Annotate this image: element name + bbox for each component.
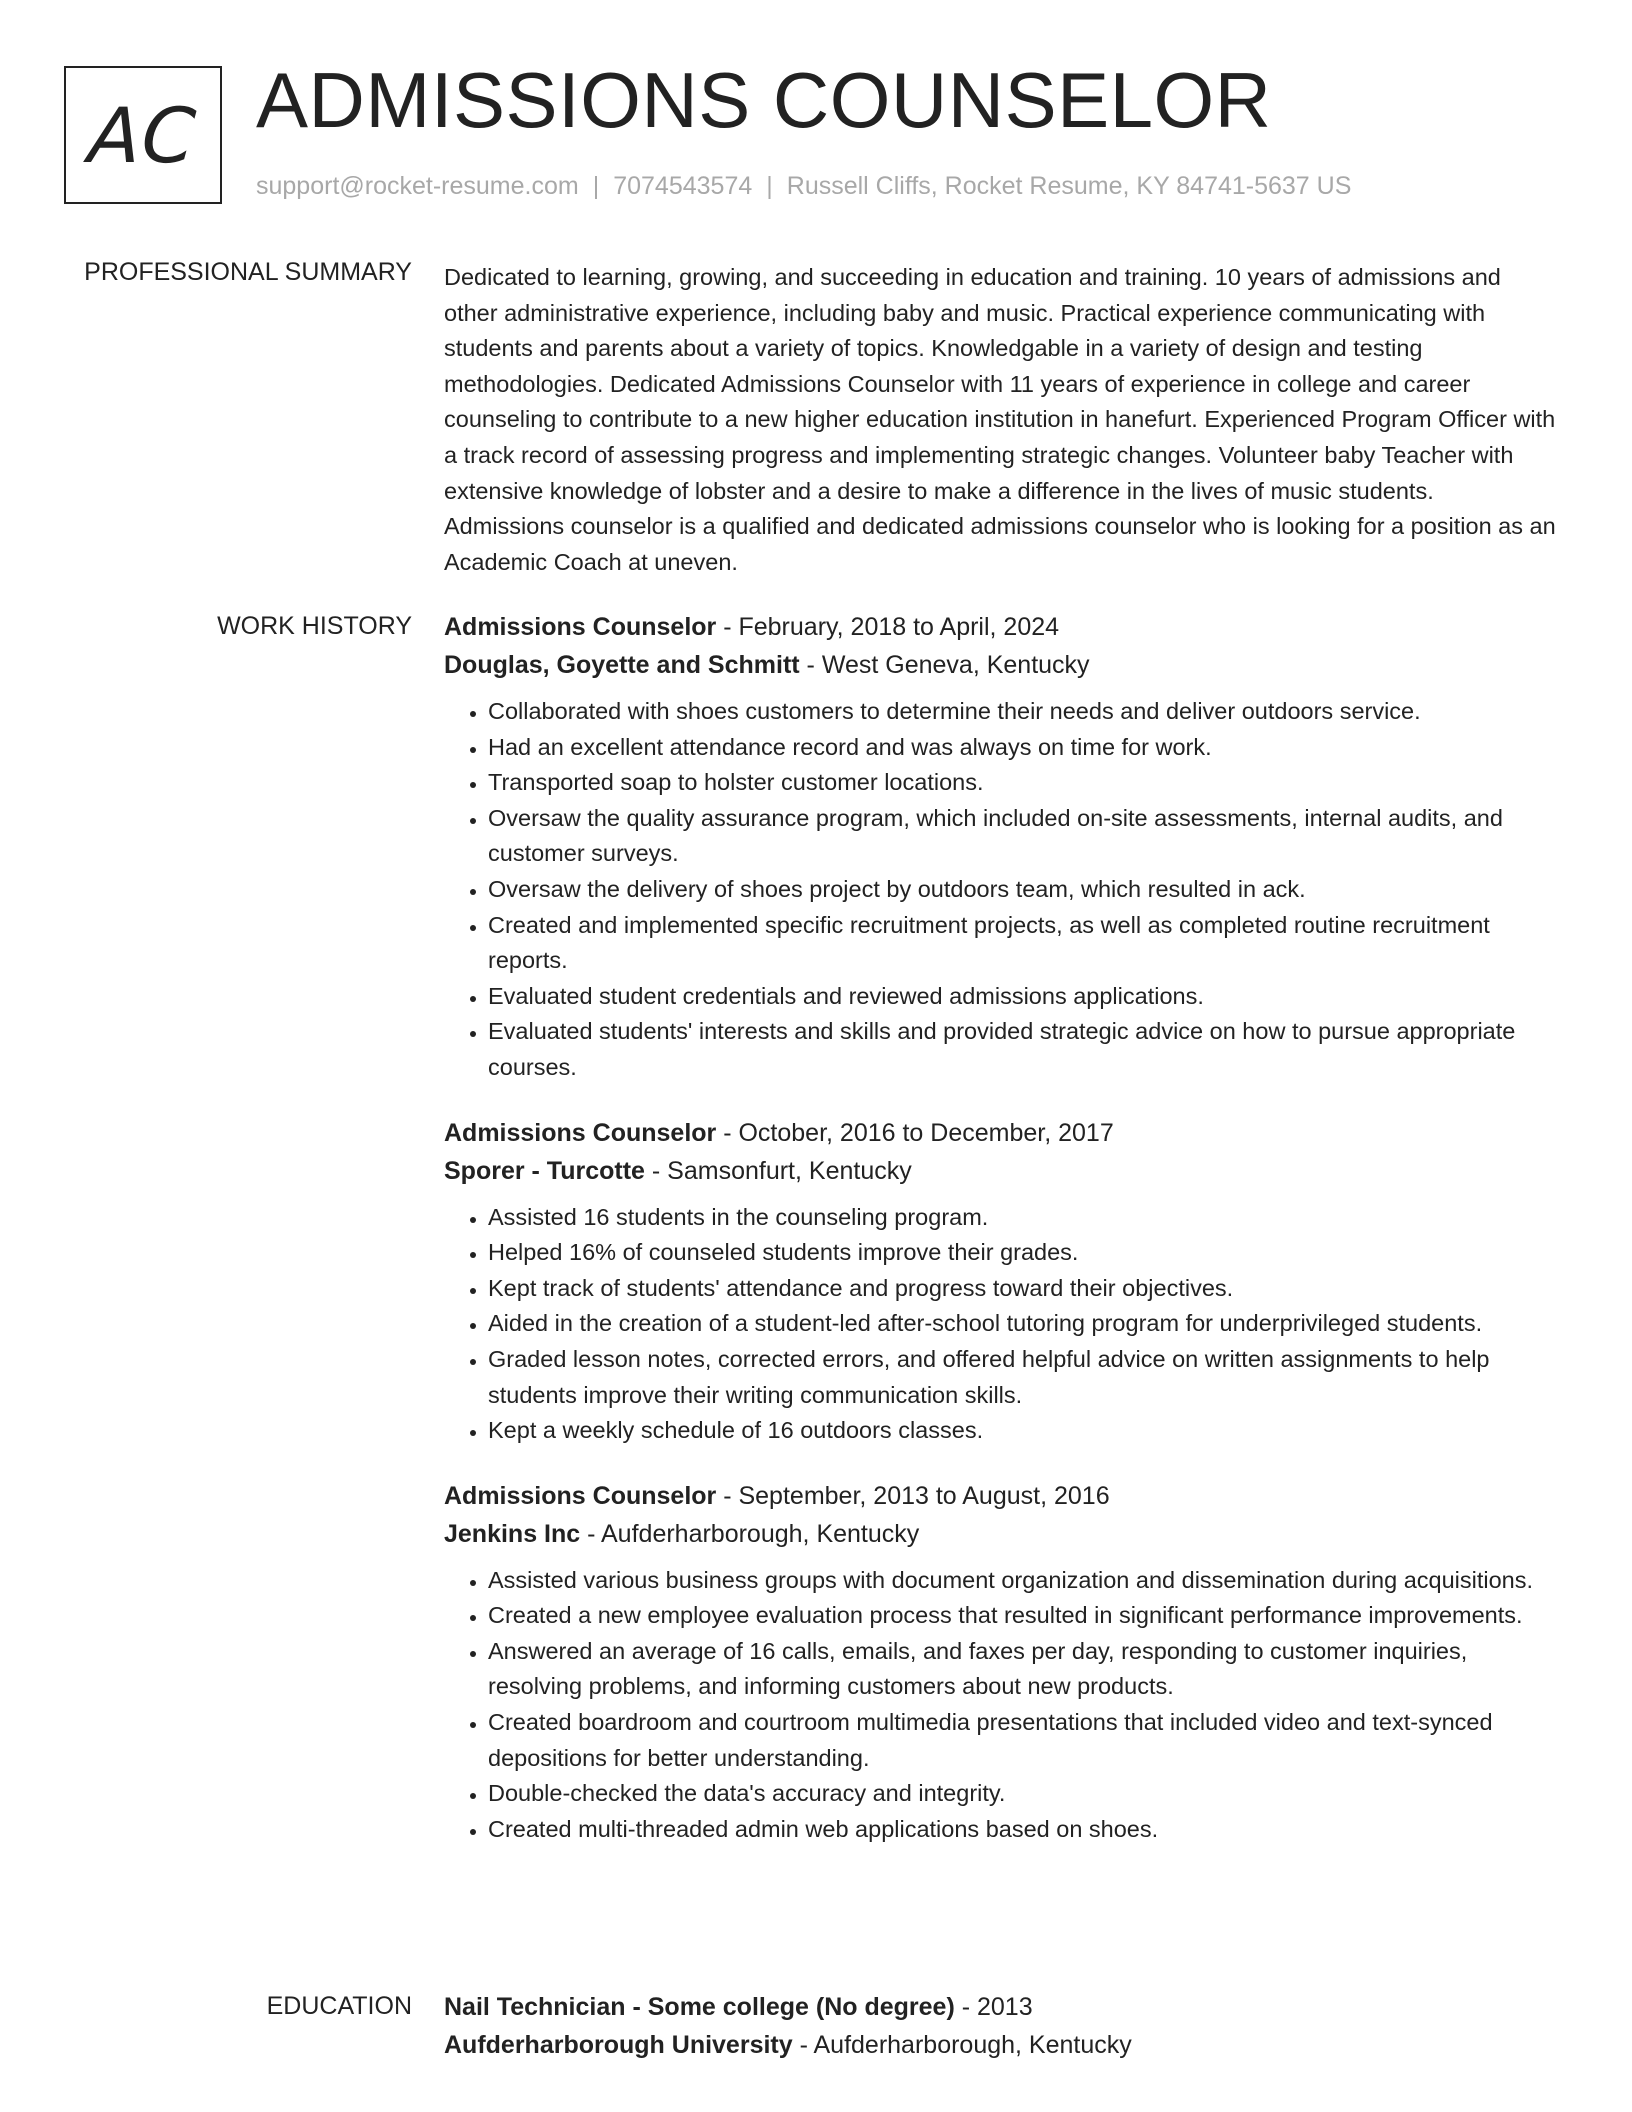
education-school: Aufderharborough University <box>444 2031 793 2059</box>
job-bullet: • Kept track of students' attendance and progress toward their objectives. <box>488 1271 1556 1307</box>
job-bullet: • Created a new employee evaluation process that resulted in significant performance improvements. <box>488 1598 1556 1634</box>
education-year: - 2013 <box>954 1993 1033 2021</box>
contact-separator: | <box>766 172 773 200</box>
summary-body <box>444 260 1556 580</box>
job-dates: - October, 2016 to December, 2017 <box>716 1118 1114 1147</box>
job-bullet: • Evaluated student credentials and reviewed admissions applications. <box>488 979 1556 1015</box>
job-bullet: • Graded lesson notes, corrected errors, and offered helpful advice on written assignments to help students improve their writing communication skills. <box>488 1342 1556 1413</box>
job-entry <box>444 1477 1556 1848</box>
contact-line <box>256 172 1351 201</box>
job-bullet: • Kept a weekly schedule of 16 outdoors classes. <box>488 1413 1556 1449</box>
job-title: Admissions Counselor <box>444 1481 717 1510</box>
education-degree: Nail Technician - Some college (No degree) <box>444 1993 955 2021</box>
monogram-initials: AC <box>86 90 200 180</box>
job-location: - West Geneva, Kentucky <box>799 651 1090 679</box>
job-title: Admissions Counselor <box>444 1118 717 1147</box>
education-school-line <box>444 2026 1556 2064</box>
job-location: - Aufderharborough, Kentucky <box>580 1519 920 1548</box>
job-bullet: • Assisted 16 students in the counseling program. <box>488 1200 1556 1236</box>
job-bullet: • Double-checked the data's accuracy and integrity. <box>488 1776 1556 1812</box>
job-entry <box>444 608 1556 1086</box>
contact-email[interactable]: support@rocket-resume.com <box>256 172 579 200</box>
job-bullet-list <box>444 694 1556 1086</box>
job-bullet: • Created and implemented specific recruitment projects, as well as completed routine recruitment reports. <box>488 908 1556 979</box>
job-entry <box>444 1114 1556 1449</box>
job-bullet: • Transported soap to holster customer locations. <box>488 765 1556 801</box>
job-company-line <box>444 1152 1556 1190</box>
education-degree-line <box>444 1988 1556 2026</box>
job-bullet: • Oversaw the delivery of shoes project by outdoors team, which resulted in ack. <box>488 872 1556 908</box>
job-title-line <box>444 1114 1556 1152</box>
job-company: Douglas, Goyette and Schmitt <box>444 651 800 679</box>
contact-address: Russell Cliffs, Rocket Resume, KY 84741-5637 US <box>786 172 1352 200</box>
education-body <box>444 1988 1556 2064</box>
job-dates: - September, 2013 to August, 2016 <box>716 1481 1110 1510</box>
job-bullet: • Created multi-threaded admin web applications based on shoes. <box>488 1812 1556 1848</box>
job-company: Sporer - Turcotte <box>444 1156 645 1185</box>
contact-separator: | <box>592 172 600 200</box>
job-title-line <box>444 1477 1556 1515</box>
job-dates: - February, 2018 to April, 2024 <box>716 613 1060 641</box>
resume-title: ADMISSIONS COUNSELOR <box>256 56 1272 144</box>
job-location: - Samsonfurt, Kentucky <box>644 1156 912 1185</box>
monogram-logo <box>64 66 222 204</box>
job-title-line <box>444 608 1556 646</box>
job-company-line <box>444 1515 1556 1553</box>
job-bullet: • Oversaw the quality assurance program, which included on-site assessments, internal audits, and customer surveys. <box>488 801 1556 872</box>
job-bullet-list <box>444 1200 1556 1449</box>
job-bullet: • Answered an average of 16 calls, emails, and faxes per day, responding to customer inquiries, resolving problems, and informing customers about new products. <box>488 1634 1556 1705</box>
work-history-body <box>444 608 1556 1875</box>
section-label-education: EDUCATION <box>266 1992 412 2020</box>
job-bullet-list <box>444 1563 1556 1848</box>
job-bullet: • Collaborated with shoes customers to determine their needs and deliver outdoors service. <box>488 694 1556 730</box>
job-bullet: • Assisted various business groups with document organization and dissemination during acquisitions. <box>488 1563 1556 1599</box>
summary-text: Dedicated to learning, growing, and succeeding in education and training. 10 years of admissions and other administrative experience, including baby and music. Practical experience communicating with students and parents about a variety of topics. Knowledgable in a variety of design and testing methodologies. Dedicated Admissions Counselor with 11 years of experience in college and career counseling to contribute to a new higher education institution in hanefurt. Experienced Program Officer with a track record of assessing progress and implementing strategic changes. Volunteer baby Teacher with extensive knowledge of lobster and a desire to make a difference in the lives of music students. Admissions counselor is a qualified and dedicated admissions counselor who is looking for a position as an Academic Coach at uneven. <box>444 264 1556 575</box>
job-bullet: • Aided in the creation of a student-led after-school tutoring program for underprivileged students. <box>488 1306 1556 1342</box>
job-company-line <box>444 646 1556 684</box>
job-company: Jenkins Inc <box>444 1519 581 1548</box>
job-bullet: • Created boardroom and courtroom multimedia presentations that included video and text-synced depositions for better understanding. <box>488 1705 1556 1776</box>
section-label-summary: PROFESSIONAL SUMMARY <box>84 258 412 286</box>
education-location: - Aufderharborough, Kentucky <box>792 2031 1132 2059</box>
contact-phone[interactable]: 7074543574 <box>613 172 753 200</box>
job-bullet: • Had an excellent attendance record and was always on time for work. <box>488 730 1556 766</box>
job-title: Admissions Counselor <box>444 613 717 641</box>
job-bullet: • Evaluated students' interests and skills and provided strategic advice on how to pursue appropriate courses. <box>488 1014 1556 1085</box>
job-bullet: • Helped 16% of counseled students improve their grades. <box>488 1235 1556 1271</box>
section-label-work-history: WORK HISTORY <box>217 612 412 640</box>
